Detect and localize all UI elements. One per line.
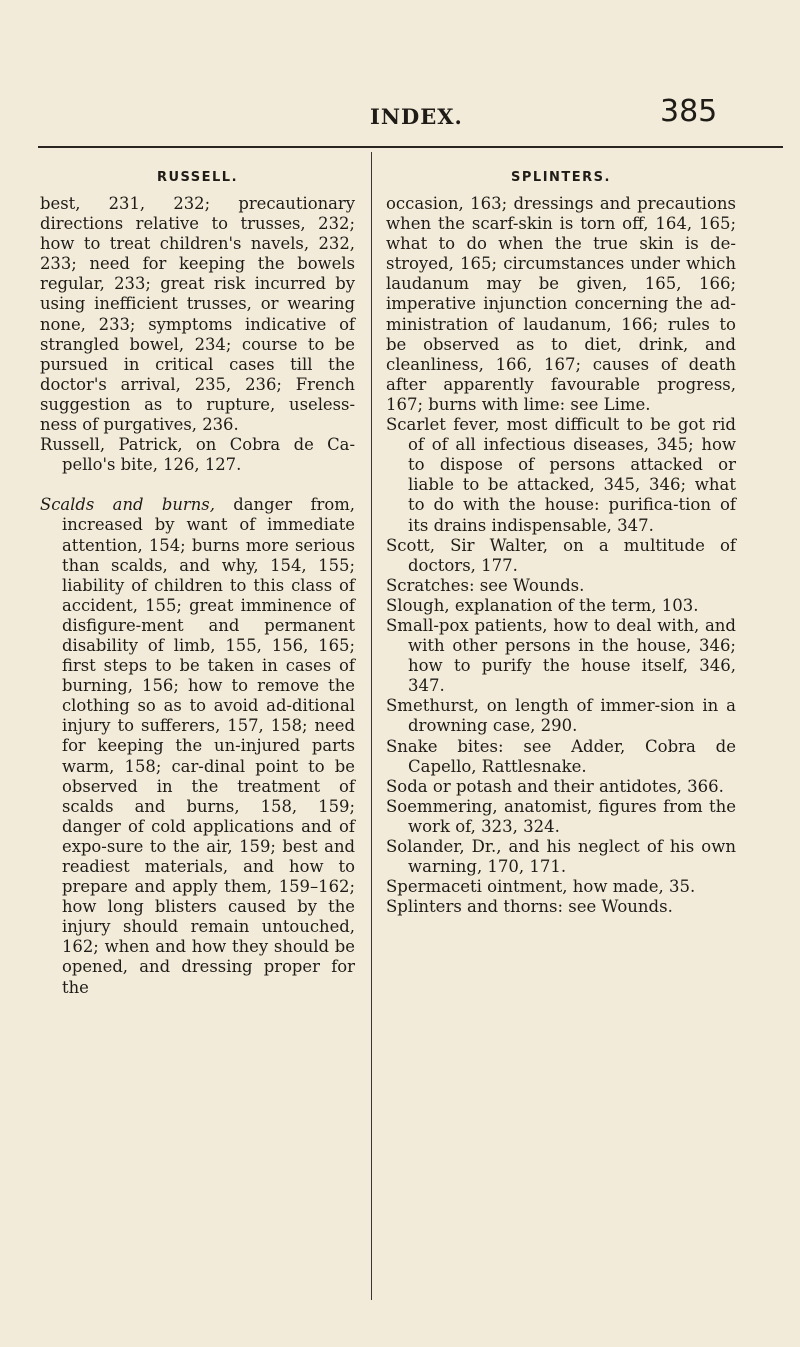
index-entry-soda: Soda or potash and their antidotes, 366. xyxy=(386,776,724,796)
left-column xyxy=(40,170,355,998)
right-column-heading: SPLINTERS. xyxy=(511,170,611,185)
index-entry-scratches: Scratches: see Wounds. xyxy=(386,575,585,595)
left-continuation-entry: best, 231, 232; precautionary directions relative to trusses, 232; how to treat children's navels, 232, 233; need for keeping the bowels regular, 233; great risk incurred by using inefficient trusses, or wearing none, 233; symptoms indicative of strangled bowel, 234; course to be pursued in critical cases till the doctor's arrival, 235, 236; French suggestion as to rupture, useless-ness of purgatives, 236. xyxy=(40,194,355,435)
index-entry-slough: Slough, explanation of the term, 103. xyxy=(386,595,699,615)
header-rule xyxy=(38,146,783,148)
index-entry-smethurst: Smethurst, on length of immer-sion in a drowning case, 290. xyxy=(386,696,736,736)
right-continuation-entry: occasion, 163; dressings and precautions when the scarf-skin is torn off, 164, 165; what to do when the true skin is de-stroyed, 165; circumstances under which laudanum may be given, 165, 166; imperative injunction concerning the ad-ministration of laudanum, 166; rules to be observed as to diet, drink, and cleanliness, 166, 167; causes of death after apparently favourable progress, 167; burns with lime: see Lime. xyxy=(386,194,736,414)
entry-heading-italic: Scalds and burns, xyxy=(40,495,215,515)
index-entry-solander: Solander, Dr., and his neglect of his own warning, 170, 171. xyxy=(386,837,736,877)
running-title: INDEX. xyxy=(370,104,463,129)
index-entry-splinters: Splinters and thorns: see Wounds. xyxy=(386,897,673,917)
index-entry-russell-patrick: Russell, Patrick, on Cobra de Ca-pello's bite, 126, 127. xyxy=(40,435,355,475)
index-entry-scarlet-fever: Scarlet fever, most difficult to be got rid of of all infectious diseases, 345; how to dispose of persons attacked or liable to be attacked, 345, 346; what to do with the house: purifica-tion of its drains indispensable, 347. xyxy=(386,415,736,535)
index-entry-scott: Scott, Sir Walter, on a multitude of doctors, 177. xyxy=(386,535,736,575)
index-entry-soemmering: Soemmering, anatomist, figures from the work of, 323, 324. xyxy=(386,796,736,836)
entry-body: danger from, increased by want of immediate attention, 154; burns more serious than scalds, and why, 154, 155; liability of children to this class of accident, 155; great imminence of disfigure-ment and permanent disability of limb, 155, 156, 165; first steps to be taken in cases of burning, 156; how to remove the clothing so as to avoid ad-ditional injury to sufferers, 157, 158; need for keeping the un-injured parts warm, 158; car-dinal point to be observed in the treatment of scalds and burns, 158, 159; danger of cold applications and of expo-sure to the air, 159; best and readiest materials, and how to prepare and apply them, 159–162; how long blisters caused by the injury should remain untouched, 162; when and how they should be opened, and dressing proper for the xyxy=(62,495,355,997)
page-number: 385 xyxy=(660,94,718,129)
right-column xyxy=(386,170,736,917)
index-entry-scalds-and-burns xyxy=(40,495,355,997)
left-column-heading: RUSSELL. xyxy=(156,170,239,185)
index-entry-spermaceti: Spermaceti ointment, how made, 35. xyxy=(386,877,696,897)
index-entry-snake-bites: Snake bites: see Adder, Cobra de Capello, Rattlesnake. xyxy=(386,736,736,776)
index-entry-small-pox: Small-pox patients, how to deal with, and with other persons in the house, 346; how to purify the house itself, 346, 347. xyxy=(386,615,736,696)
column-divider xyxy=(371,152,372,1300)
page-header xyxy=(0,94,800,138)
